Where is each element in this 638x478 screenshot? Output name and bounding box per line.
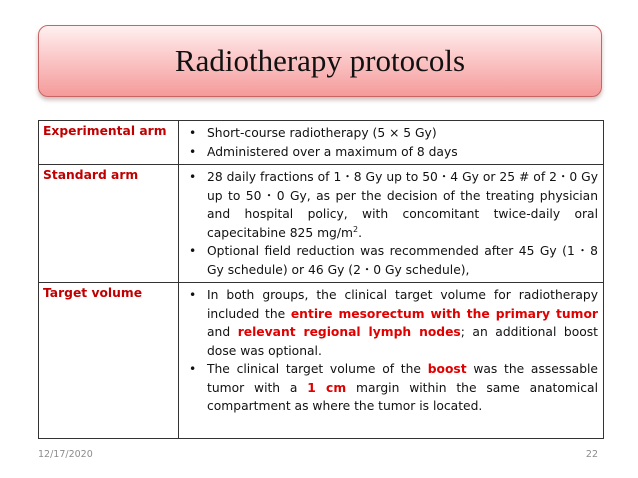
bullet-item: • Short-course radiotherapy (5 × 5 Gy) (183, 124, 598, 143)
bullet-text: was the assessable tumor with a (207, 362, 598, 395)
table-row (39, 165, 604, 283)
row-label-target: Target volume (39, 283, 179, 439)
slide-title: Radiotherapy protocols (174, 43, 466, 78)
bullet-item: • Optional field reduction was recommended after 45 Gy (1・8 Gy schedule) or 46 Gy (2・0 Gy schedule), (183, 242, 598, 279)
page-number: 22 (585, 449, 598, 460)
row-label-experimental: Experimental arm (39, 121, 179, 165)
bullet-text: 28 daily fractions of 1・8 Gy up to 50・4 Gy or 25 # of 2・0 Gy up to 50・0 Gy, as per the decision of the treating physician and hospital policy, with concomitant twice-daily oral capecitabine 825 mg/m (207, 170, 598, 240)
bullet-item (183, 168, 598, 242)
highlight-text: boost (427, 362, 467, 376)
table-row (39, 283, 604, 439)
bullet-item (183, 360, 598, 416)
row-label-standard: Standard arm (39, 165, 179, 283)
bullet-list (183, 124, 598, 161)
superscript: 2 (352, 224, 359, 234)
bullet-list (183, 168, 598, 279)
row-content (179, 121, 604, 165)
bullet-text: ; an additional boost dose was optional. (207, 325, 599, 358)
bullet-text: In both groups, the clinical target volume for radiotherapy included the (207, 288, 598, 321)
highlight-text: relevant regional lymph nodes (237, 325, 461, 339)
bullet-list (183, 286, 598, 416)
row-content (179, 165, 604, 283)
footer-date: 12/17/2020 (38, 449, 93, 460)
protocol-table (38, 120, 604, 439)
bullet-text: margin within the same anatomical compartment as where the tumor is located. (207, 380, 598, 413)
row-content (179, 283, 604, 439)
bullet-item: • Administered over a maximum of 8 days (183, 143, 598, 162)
bullet-text-end: . (358, 225, 362, 240)
bullet-text: The clinical target volume of the (207, 362, 428, 376)
highlight-text: entire mesorectum with the primary tumor (290, 306, 598, 321)
bullet-item (183, 286, 598, 360)
highlight-text: 1 cm (307, 380, 347, 395)
bullet-text: and (207, 325, 238, 339)
table-row (39, 121, 604, 165)
title-banner (38, 25, 602, 97)
